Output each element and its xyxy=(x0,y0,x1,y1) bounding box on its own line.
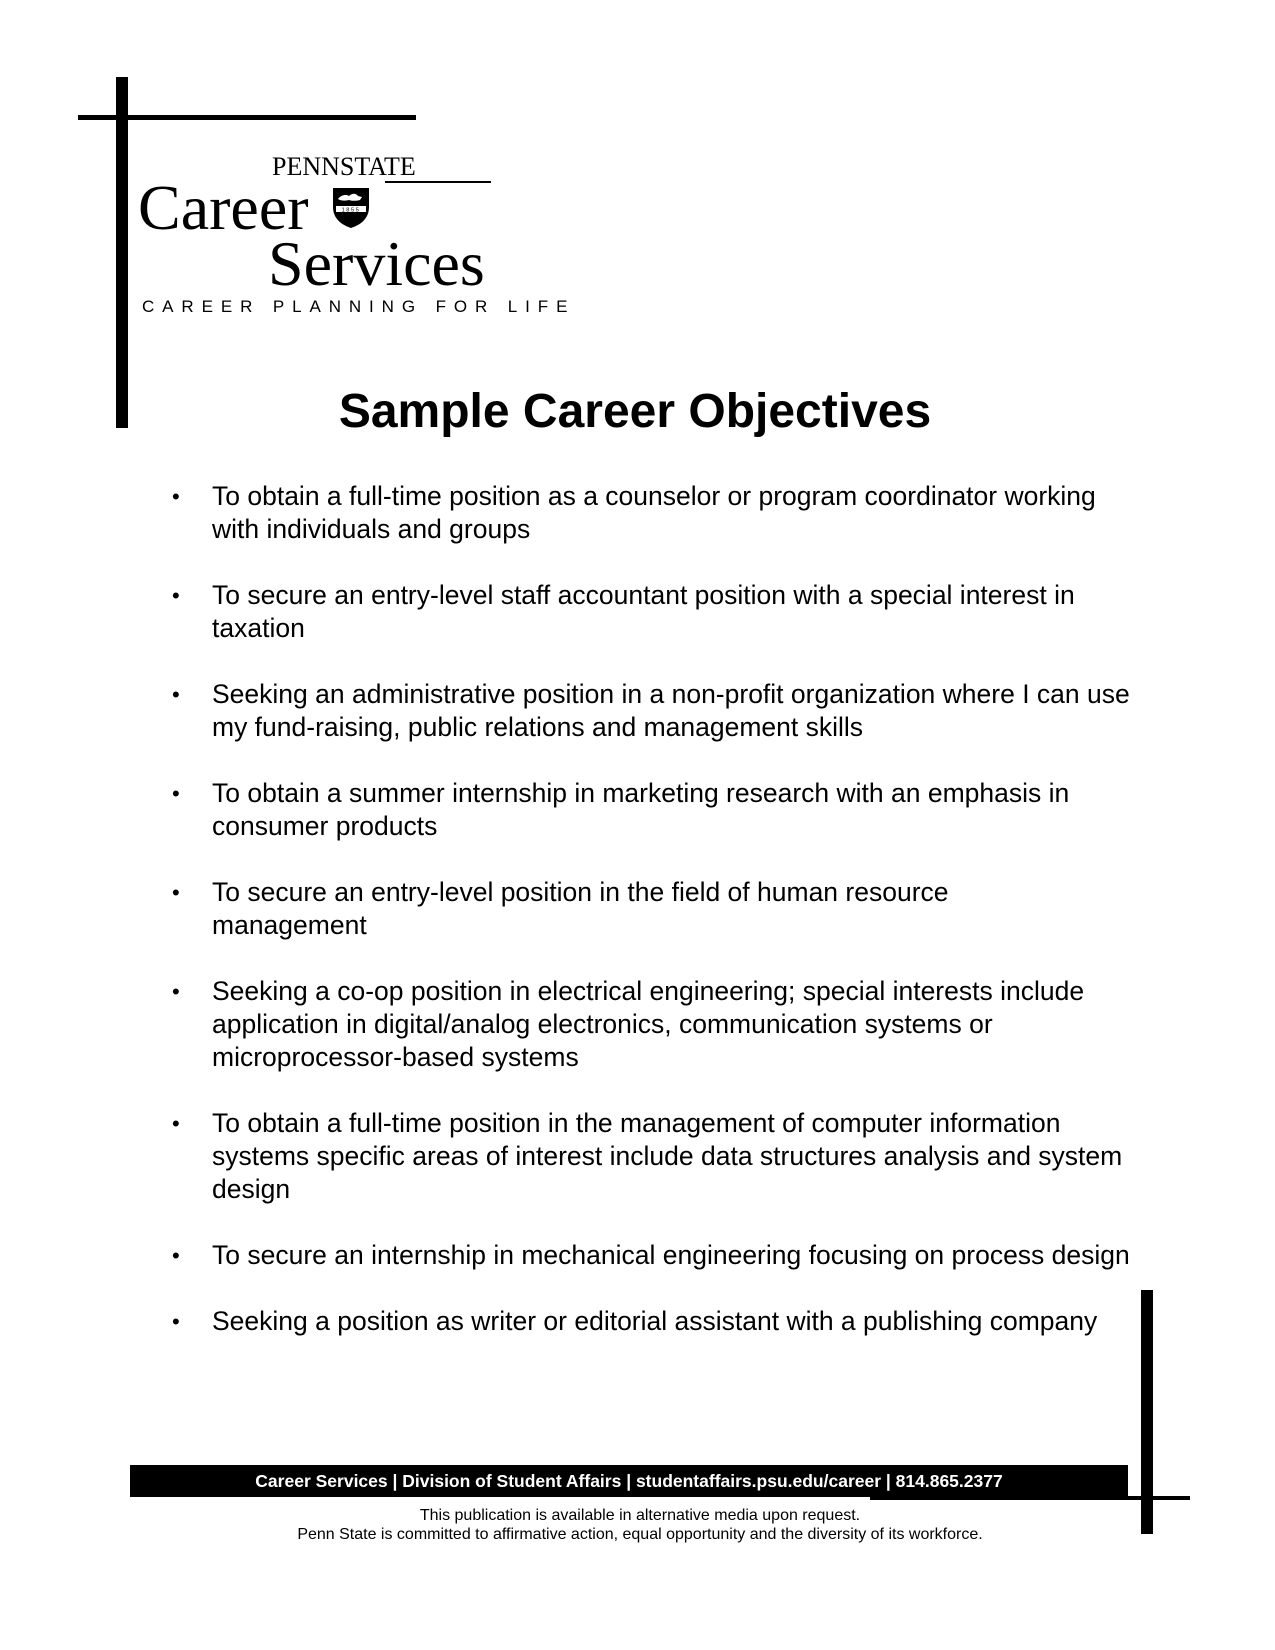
objective-text: To obtain a full-time position in the management of computer information systems specific areas of interest include data structures analysis and system design xyxy=(212,1108,1123,1204)
bullet-icon: • xyxy=(172,1309,180,1334)
top-left-horizontal-bar xyxy=(78,115,416,120)
objective-text: To secure an entry-level staff accountant position with a special interest in taxation xyxy=(212,580,1075,643)
objective-text: To obtain a full-time position as a counselor or program coordinator working with individuals and groups xyxy=(212,481,1096,544)
objective-item xyxy=(172,579,1172,645)
bullet-icon: • xyxy=(172,781,180,806)
bullet-icon: • xyxy=(172,484,180,509)
objective-item xyxy=(172,1107,1132,1206)
objective-text: To secure an internship in mechanical engineering focusing on process design xyxy=(212,1240,1130,1270)
objective-text: Seeking a co-op position in electrical engineering; special interests include application in digital/analog electronics, communication systems or microprocessor-based systems xyxy=(212,976,1085,1072)
objective-item xyxy=(172,480,1112,546)
objective-item xyxy=(172,876,1072,942)
objective-item xyxy=(172,975,1112,1074)
objective-item xyxy=(172,678,1152,744)
logo-services-word: Services xyxy=(268,228,485,299)
bullet-icon: • xyxy=(172,880,180,905)
objective-text: Seeking an administrative position in a non-profit organization where I can use my fund-raising, public relations and management skills xyxy=(212,679,1130,742)
bullet-icon: • xyxy=(172,1111,180,1136)
objective-text: To secure an entry-level position in the field of human resource management xyxy=(212,877,949,940)
footer-equal-opportunity-note: Penn State is committed to affirmative action, equal opportunity and the diversity of its workforce. xyxy=(297,1526,983,1543)
page-title: Sample Career Objectives xyxy=(338,385,932,438)
objectives-list xyxy=(172,480,1142,1371)
shield-year: 1855 xyxy=(341,207,361,214)
bullet-icon: • xyxy=(172,583,180,608)
objective-item xyxy=(172,777,1162,843)
logo-career-word: Career xyxy=(138,172,309,243)
bullet-icon: • xyxy=(172,682,180,707)
top-left-vertical-bar xyxy=(116,77,128,428)
objective-item xyxy=(172,1305,1132,1338)
footer-availability-note: This publication is available in alternative media upon request. xyxy=(419,1507,861,1524)
logo-tagline: CAREER PLANNING FOR LIFE xyxy=(142,297,576,316)
shield-icon xyxy=(332,187,370,229)
objective-text: To obtain a summer internship in marketing research with an emphasis in consumer products xyxy=(212,778,1070,841)
objective-text: Seeking a position as writer or editorial assistant with a publishing company xyxy=(212,1306,1098,1336)
logo-rule xyxy=(385,181,491,183)
logo-pennstate-wordmark: PENNSTATE xyxy=(272,152,416,181)
bullet-icon: • xyxy=(172,1243,180,1268)
bullet-icon: • xyxy=(172,979,180,1004)
footer-contact-band: Career Services | Division of Student Affairs | studentaffairs.psu.edu/career | 814.865.2377 xyxy=(130,1465,1128,1497)
objective-item xyxy=(172,1239,1172,1272)
